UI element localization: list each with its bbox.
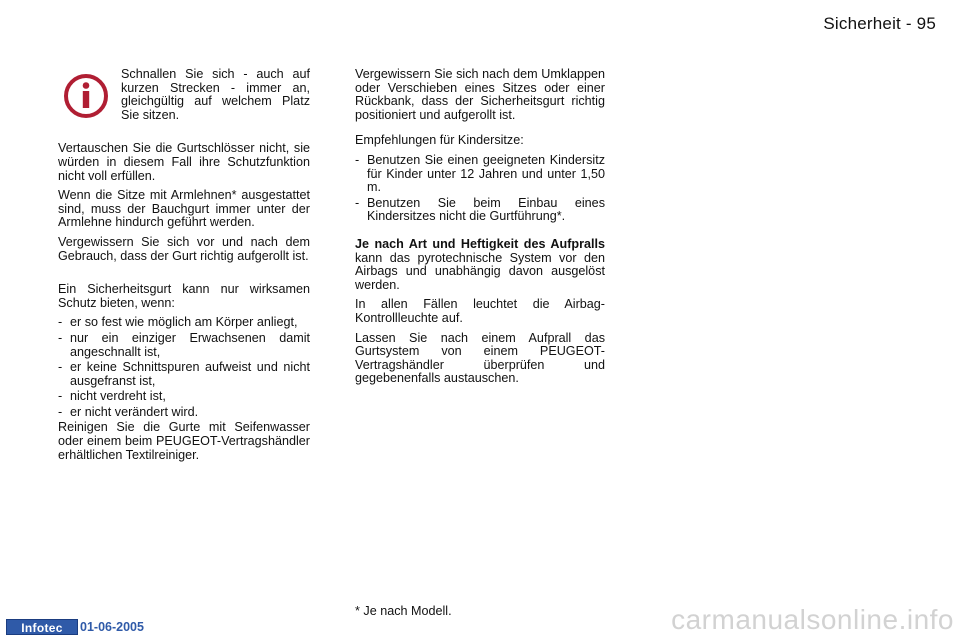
left-paragraph-4: Ein Sicherheitsgurt kann nur wirksamen Schutz bieten, wenn: <box>58 282 310 310</box>
impact-emphasis: Je nach Art und Heftigkeit des Aufpralls <box>355 236 605 251</box>
watermark: carmanualsonline.info <box>671 604 954 635</box>
footer-date: 01-06-2005 <box>80 620 144 634</box>
left-paragraph-1: Vertauschen Sie die Gurtschlösser nicht, sie würden in diesem Fall ihre Schutzfunktion nicht voll erfüllen. <box>58 141 310 183</box>
right-paragraph-1: Vergewissern Sie sich nach dem Umklappen oder Verschieben eines Sitzes oder einer Rückbank, dass der Sicherheitsgurt richtig positioniert und aufgerollt ist. <box>355 67 605 122</box>
list-item: - er nicht verändert wird. <box>58 404 199 419</box>
belt-note: Schnallen Sie sich - auch auf kurzen Strecken - immer an, gleichgültig auf welchem Platz Sie sitzen. <box>121 67 310 122</box>
left-column <box>58 68 310 462</box>
list-item: - nicht verdreht ist, <box>58 389 166 404</box>
right-paragraph-3: Je nach Art und Heftigkeit des Aufpralls kann das pyrotechnische System vor den Airbags und unabhängig davon ausgelöst werden. <box>355 236 605 292</box>
list-item: - er so fest wie möglich am Körper anliegt, <box>58 315 298 330</box>
list-item: - Benutzen Sie beim Einbau eines Kindersitzes nicht die Gurtführung*. <box>355 195 605 224</box>
infotec-badge: Infotec <box>6 619 78 635</box>
conditions-list <box>58 316 310 419</box>
page-title: Sicherheit - 95 <box>823 14 936 33</box>
list-item: - er keine Schnittspuren aufweist und nicht ausgefranst ist, <box>58 360 310 388</box>
recommendations-list <box>355 154 605 224</box>
left-paragraph-5: Reinigen Sie die Gurte mit Seifenwasser oder einem beim PEUGEOT-Vertragshändler erhältlichen Textilreiniger. <box>58 420 310 462</box>
right-paragraph-5: Lassen Sie nach einem Aufprall das Gurtsystem von einem PEUGEOT-Vertragshändler überprüfen und gegebenenfalls austauschen. <box>355 330 605 386</box>
right-paragraph-4: In allen Fällen leuchtet die Airbag-Kontrollleuchte auf. <box>355 297 605 325</box>
left-paragraph-3: Vergewissern Sie sich vor und nach dem Gebrauch, dass der Gurt richtig aufgerollt ist. <box>58 234 310 263</box>
left-paragraph-2: Wenn die Sitze mit Armlehnen* ausgestattet sind, muss der Bauchgurt immer unter der Armlehne hindurch geführt werden. <box>58 188 310 230</box>
list-item: - nur ein einziger Erwachsenen damit angeschnallt ist, <box>58 330 310 359</box>
right-paragraph-2: Empfehlungen für Kindersitze: <box>355 133 524 148</box>
list-item: - Benutzen Sie einen geeigneten Kindersitz für Kinder unter 12 Jahren und unter 1,50 m. <box>355 152 605 195</box>
right-column <box>355 68 605 386</box>
footnote: * Je nach Modell. <box>355 604 452 618</box>
